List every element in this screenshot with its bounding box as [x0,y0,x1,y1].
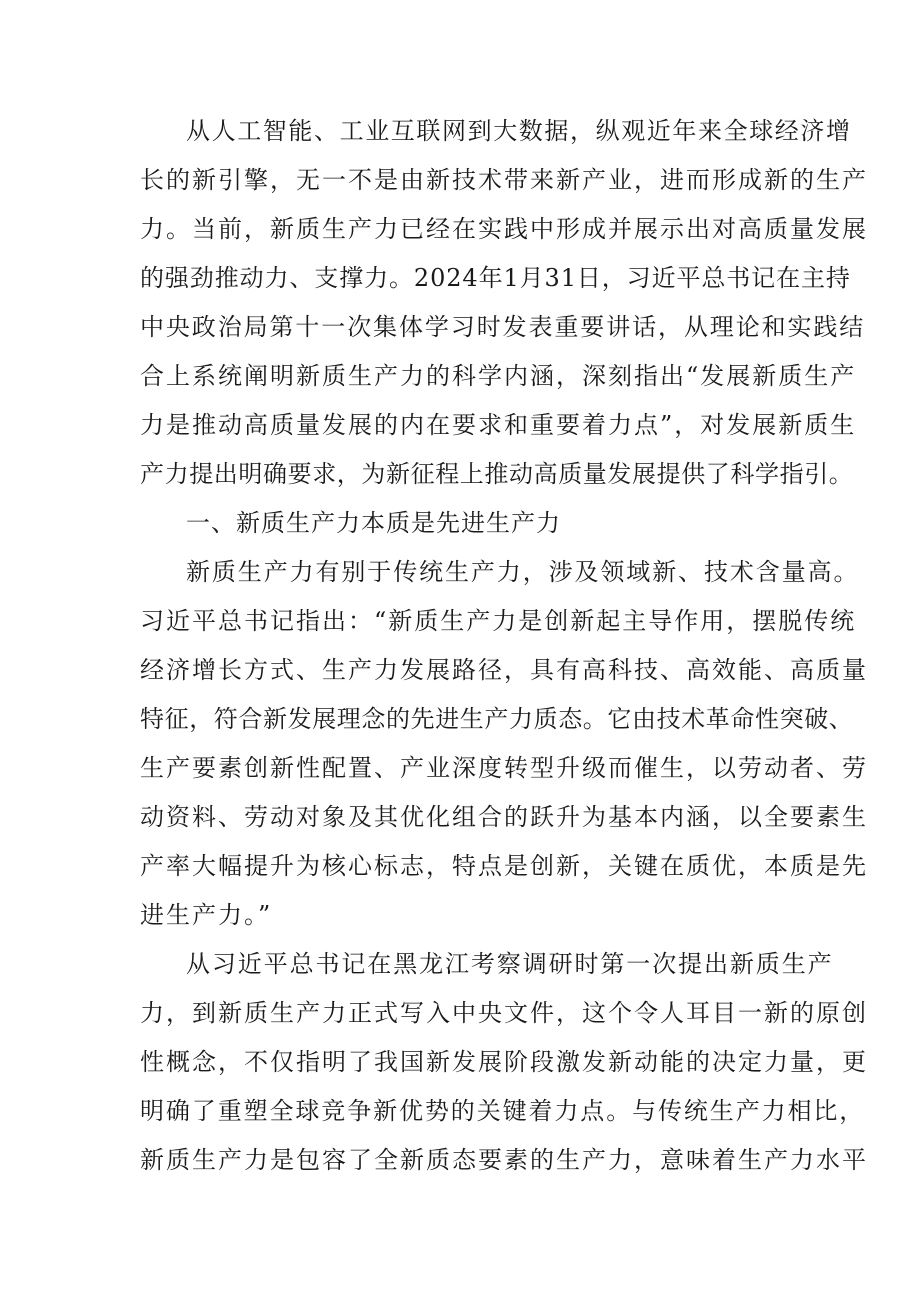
paragraph-3-line-5: 新质生产力是包容了全新质态要素的生产力，意味着生产力水平 [140,1146,868,1174]
paragraph-1-line-3: 力。当前，新质生产力已经在实践中形成并展示出对高质量发展 [140,215,868,243]
paragraph-1-line-4: 的强劲推动力、支撑力。2024年1月31日，习近平总书记在主持 [140,264,851,292]
paragraph-3-line-1: 从习近平总书记在黑龙江考察调研时第一次提出新质生产 [186,950,834,978]
section-heading: 一、新质生产力本质是先进生产力 [186,509,561,537]
paragraph-1-line-7: 力是推动高质量发展的内在要求和重要着力点”，对发展新质生 [140,411,857,439]
paragraph-1-line-5: 中央政治局第十一次集体学习时发表重要讲话，从理论和实践结 [140,313,866,341]
paragraph-1-line-6: 合上系统阐明新质生产力的科学内涵，深刻指出“发展新质生产 [140,362,857,390]
paragraph-3-line-2: 力，到新质生产力正式写入中央文件，这个令人耳目一新的原创 [140,999,868,1027]
paragraph-2-line-8: 进生产力。” [140,901,273,929]
paragraph-1-line-1: 从人工智能、工业互联网到大数据，纵观近年来全球经济增 [186,117,852,145]
paragraph-3-line-3: 性概念，不仅指明了我国新发展阶段激发新动能的决定力量，更 [140,1048,868,1076]
paragraph-2-line-3: 经济增长方式、生产力发展路径，具有高科技、高效能、高质量 [140,656,868,684]
paragraph-3-line-4: 明确了重塑全球竞争新优势的关键着力点。与传统生产力相比， [140,1097,866,1125]
paragraph-1-line-2: 长的新引擎，无一不是由新技术带来新产业，进而形成新的生产 [140,166,868,194]
paragraph-2-line-1: 新质生产力有别于传统生产力，涉及领域新、技术含量高。 [186,558,860,586]
paragraph-2-line-5: 生产要素创新性配置、产业深度转型升级而催生，以劳动者、劳 [140,754,868,782]
paragraph-2-line-4: 特征，符合新发展理念的先进生产力质态。它由技术革命性突破、 [140,705,854,733]
paragraph-2-line-6: 动资料、劳动对象及其优化组合的跃升为基本内涵，以全要素生 [140,803,868,831]
paragraph-2-line-7: 产率大幅提升为核心标志，特点是创新，关键在质优，本质是先 [140,852,868,880]
paragraph-2-line-2: 习近平总书记指出：“新质生产力是创新起主导作用，摆脱传统 [140,607,857,635]
paragraph-1-line-8: 产力提出明确要求，为新征程上推动高质量发展提供了科学指引。 [140,460,854,488]
